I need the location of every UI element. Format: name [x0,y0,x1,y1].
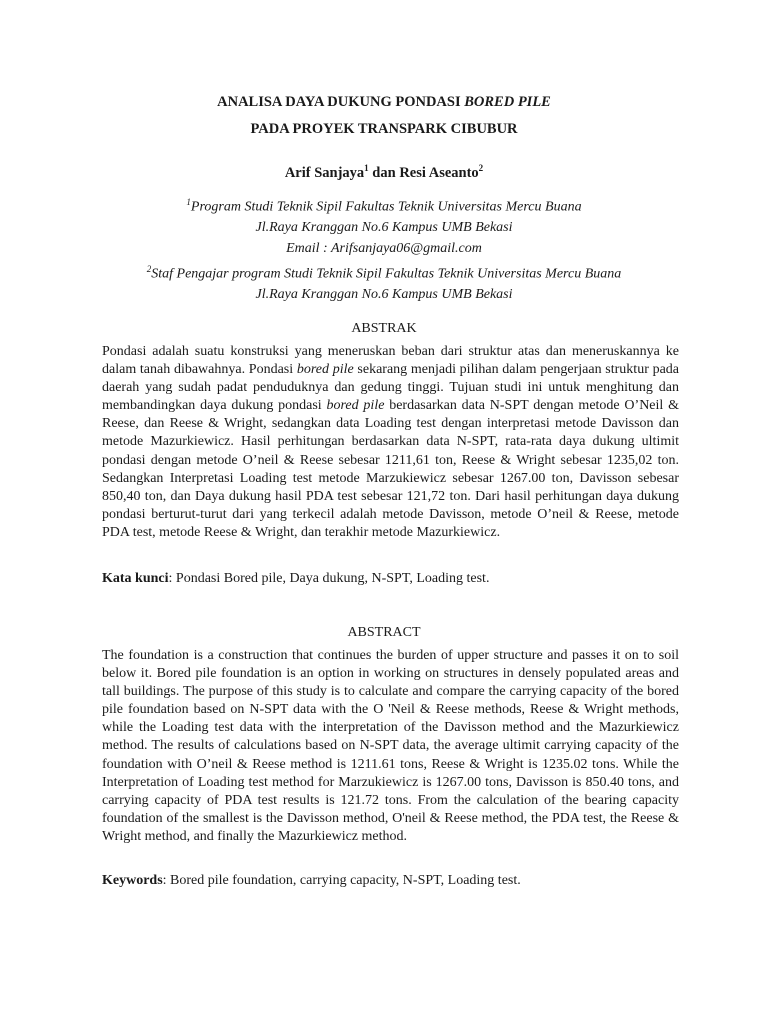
affiliation-line [0,192,768,218]
abstrak-text: Pondasi adalah suatu konstruksi yang meneruskan beban dari struktur atas dan meneruskannya ke dalam tanah dibawahnya. Pondasi [102,344,679,378]
affiliations [0,192,768,306]
abstrak-text: berdasarkan data N-SPT dengan metode O’Neil & Reese, dan Reese & Wright, sedangkan data Loading test dengan interpretasi metode Davisson dan metode Mazurkiewicz. Hasil perhitungan berdasarkan data N-SPT, rata-rata daya dukung ultimit pondasi dengan metode O’neil & Reese sebesar 1211,61 ton, Reese & Wright sebesar 1235,02 ton. Sedangkan Interpretasi Loading test metode Marzukiewicz sebesar 1267.00 ton, Davisson sebesar 850,40 ton, dan Daya dukung hasil PDA test sebesar 121,72 ton. Dari hasil perhitungan daya dukung pondasi berturut-turut dari yang terkecil adalah metode Davisson, metode O’neil & Reese, metode PDA test, metode Reese & Wright, dan terakhir metode Mazurkiewicz. [102,398,679,540]
author-name: Arif Sanjaya [284,164,365,181]
keywords-text: : Pondasi Bored pile, Daya dukung, N-SPT, Loading test. [168,571,490,586]
abstrak-paragraph [102,343,679,542]
email-text: Email : Arifsanjaya06@gmail.com [286,240,482,256]
abstrak-italic-term: bored pile [296,362,354,378]
abstract-paragraph: The foundation is a construction that continues the burden of upper structure and passes it on to soil below it. Bored pile foundation is an option in working on structures in densely populated areas and tall buildings. The purpose of this study is to calculate and compare the carrying capacity of the bored pile foundation based on N-SPT data with the O 'Neil & Reese methods, Reese & Wright methods, while the Loading test data with the interpretation of the Davisson method and the Mazurkiewicz method. The results of calculations based on N-SPT data, the average ultimit carrying capacity of the foundation with O’neil & Reese method is 1211.61 tons, Reese & Wright is 1235.02 tons. While the Interpretation of Loading test method for Marzukiewicz is 1267.00 tons, Davisson is 850.40 tons, and carrying capacity of PDA test results is 121.72 tons. From the calculation of the bearing capacity foundation of the smallest is the Davisson method, O'neil & Reese method, the PDA test, the Reese & Wright method, and finally the Mazurkiewicz method. [102,648,679,844]
abstrak-italic-term: bored pile [326,398,385,414]
affiliation-line [0,285,768,306]
abstract-heading: ABSTRACT [347,625,421,640]
author-name: Resi Aseanto [399,164,479,181]
affiliation-text: Staf Pengajar program Studi Teknik Sipil Fakultas Teknik Universitas Mercu Buana [151,266,622,282]
keywords-label: Kata kunci [102,571,169,586]
keywords-label: Keywords [102,873,163,888]
title-text: ANALISA DAYA DUKUNG PONDASI [217,94,465,110]
affiliation-line [0,218,768,239]
abstrak-heading: ABSTRAK [351,321,417,336]
affiliation-text: Program Studi Teknik Sipil Fakultas Teknik Universitas Mercu Buana [190,199,582,215]
keywords [102,873,679,889]
affiliation-marker: 1 [364,163,369,173]
abstrak-text: sekarang menjadi pilihan dalam pengerjaan struktur pada daerah yang sudah padat penduduknya dan gedung tinggi. Tujuan studi ini untuk menghitung dan membandingkan daya dukung pondasi [102,362,679,414]
affiliation-text: Jl.Raya Kranggan No.6 Kampus UMB Bekasi [255,287,513,303]
author-conjunction: dan [368,164,400,181]
title-line-2: PADA PROYEK TRANSPARK CIBUBUR [250,121,518,137]
title-italic-term: BORED PILE [464,94,551,110]
kata-kunci [102,571,679,587]
keywords-text: : Bored pile foundation, carrying capacity, N-SPT, Loading test. [162,873,521,888]
affiliation-marker: 2 [478,163,484,173]
title-line-1 [0,92,768,112]
author-list [0,163,768,182]
affiliation-marker: 1 [186,197,191,207]
affiliation-line [0,239,768,260]
affiliation-marker: 2 [146,264,152,275]
affiliation-line [0,259,768,285]
affiliation-text: Jl.Raya Kranggan No.6 Kampus UMB Bekasi [255,220,513,236]
